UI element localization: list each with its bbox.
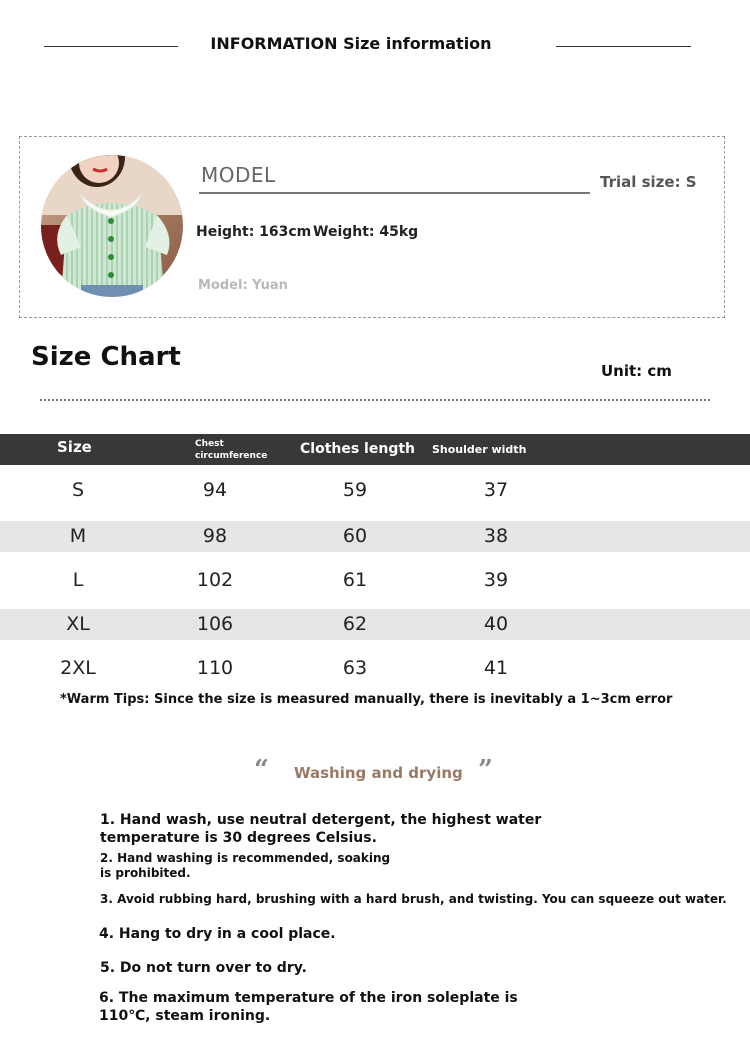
table-row	[0, 479, 750, 510]
open-quote-icon: “	[254, 755, 269, 785]
washing-item-4: 4. Hang to dry in a cool place.	[99, 926, 336, 942]
cell-size: L	[72, 569, 84, 591]
model-divider	[199, 192, 590, 194]
column-size: Size	[57, 438, 92, 456]
column-chest: Chest circumference	[195, 439, 268, 461]
model-name: Model: Yuan	[198, 278, 288, 293]
washing-title: Washing and drying	[294, 764, 463, 782]
cell-length: 60	[342, 525, 368, 547]
column-length: Clothes length	[300, 441, 415, 457]
cell-shoulder: 41	[483, 657, 509, 679]
cell-size: 2XL	[60, 657, 96, 679]
column-shoulder: Shoulder width	[432, 443, 527, 456]
section-title: INFORMATION Size information	[210, 34, 492, 53]
close-quote-icon: ”	[478, 755, 493, 785]
cell-chest: 102	[196, 569, 234, 591]
washing-item-1: 1. Hand wash, use neutral detergent, the highest water temperature is 30 degrees Celsius.	[100, 812, 542, 846]
size-chart-title: Size Chart	[31, 342, 181, 372]
header-line-right	[556, 46, 691, 47]
model-height: Height: 163cm	[196, 224, 312, 240]
washing-item-2: 2. Hand washing is recommended, soaking is prohibited.	[100, 851, 391, 880]
cell-length: 61	[342, 569, 368, 591]
table-row	[0, 521, 750, 552]
table-row	[0, 569, 750, 600]
washing-item-6: 6. The maximum temperature of the iron soleplate is 110℃, steam ironing.	[99, 990, 518, 1024]
trial-size: Trial size: S	[600, 173, 697, 191]
cell-shoulder: 37	[483, 479, 509, 501]
washing-item-3: 3. Avoid rubbing hard, brushing with a hard brush, and twisting. You can squeeze out water.	[100, 892, 727, 906]
model-weight: Weight: 45kg	[313, 224, 419, 240]
model-photo	[41, 155, 183, 297]
cell-length: 62	[342, 613, 368, 635]
unit-label: Unit: cm	[601, 362, 672, 380]
cell-size: S	[71, 479, 85, 501]
cell-chest: 110	[196, 657, 234, 679]
cell-chest: 98	[202, 525, 228, 547]
cell-shoulder: 39	[483, 569, 509, 591]
cell-size: XL	[66, 613, 90, 635]
washing-item-5: 5. Do not turn over to dry.	[100, 960, 307, 976]
table-header	[0, 434, 750, 465]
warm-tips: *Warm Tips: Since the size is measured manually, there is inevitably a 1~3cm error	[60, 692, 673, 707]
cell-shoulder: 40	[483, 613, 509, 635]
dotted-divider	[40, 399, 710, 401]
model-card	[19, 136, 725, 318]
cell-size: M	[69, 525, 87, 547]
cell-chest: 106	[196, 613, 234, 635]
cell-length: 59	[342, 479, 368, 501]
model-label: MODEL	[201, 163, 276, 187]
cell-length: 63	[342, 657, 368, 679]
table-row	[0, 609, 750, 640]
table-row	[0, 657, 750, 688]
header-line-left	[44, 46, 178, 47]
cell-shoulder: 38	[483, 525, 509, 547]
cell-chest: 94	[202, 479, 228, 501]
